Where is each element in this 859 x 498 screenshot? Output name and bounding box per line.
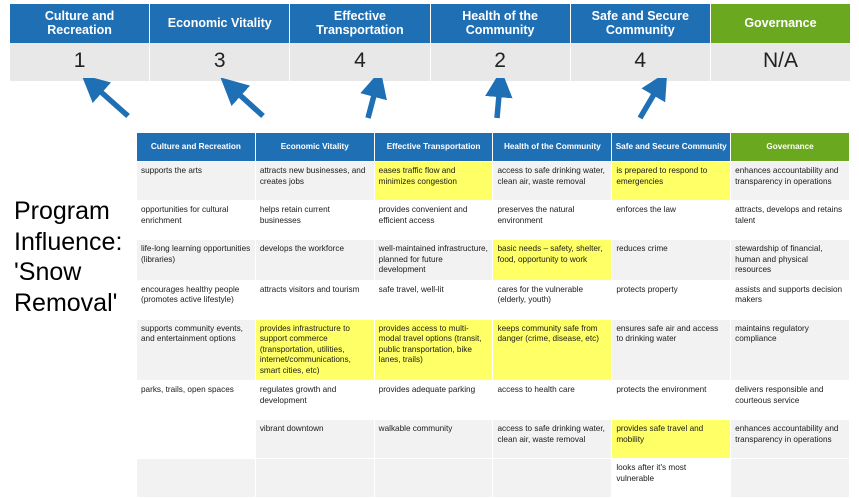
matrix-cell-r5-c2: provides adequate parking [374,381,493,420]
pillar-score-5: N/A [762,48,798,72]
matrix-cell-r3-c2: safe travel, well-lit [374,280,493,319]
arrow-effective-transportation [368,84,377,118]
matrix-row [137,459,850,498]
matrix-row [137,201,850,240]
pillar-score-1: 3 [150,43,290,81]
matrix-cell-r7-c2 [374,459,493,498]
matrix-cell-r3-c1: attracts visitors and tourism [255,280,374,319]
matrix-header-0: Culture and Recreation [137,133,256,162]
matrix-cell-r2-c3: basic needs – safety, shelter, food, opportunity to work [493,240,612,281]
matrix-cell-r6-c5: enhances accountability and transparency in operations [731,420,850,459]
pillar-score-bar [10,4,850,81]
matrix-cell-r4-c3: keeps community safe from danger (crime, disease, etc) [493,319,612,381]
matrix-cell-r6-c1: vibrant downtown [255,420,374,459]
matrix-body [137,162,850,498]
matrix-cell-r4-c2: provides access to multi-modal travel options (transit, public transportation, bike lanes, trails) [374,319,493,381]
matrix-cell-r5-c4: protects the environment [612,381,731,420]
pillar-header-5: Governance [711,4,850,43]
pillar-header-3: Health of the Community [431,4,571,43]
matrix-cell-r7-c1 [255,459,374,498]
pillar-score-4: 4 [571,43,711,81]
matrix-cell-r7-c4: looks after it's most vulnerable [612,459,731,498]
pillar-header-row [10,4,850,43]
matrix-cell-r3-c3: cares for the vulnerable (elderly, youth) [493,280,612,319]
matrix-cell-r0-c4: is prepared to respond to emergencies [612,162,731,201]
matrix-header-row [137,133,850,162]
matrix-cell-r4-c1: provides infrastructure to support commerce (transportation, utilities, internet/communications, smart cities, etc) [255,319,374,381]
matrix-header-1: Economic Vitality [255,133,374,162]
matrix-cell-r5-c3: access to health care [493,381,612,420]
matrix-cell-r1-c1: helps retain current businesses [255,201,374,240]
caption-line-4: Removal' [14,288,118,317]
matrix-header [137,133,850,162]
matrix-header-5: Governance [731,133,850,162]
pillar-score-2: 4 [290,43,430,81]
pillar-header-1: Economic Vitality [150,4,290,43]
caption-line-3: 'Snow [14,258,82,286]
matrix-row [137,240,850,281]
matrix-row [137,280,850,319]
matrix-cell-r4-c0: supports community events, and entertainment options [137,319,256,381]
matrix-cell-r0-c1: attracts new businesses, and creates jobs [255,162,374,201]
arrow-health-community [497,84,500,118]
matrix-cell-r5-c0: parks, trails, open spaces [137,381,256,420]
matrix-cell-r5-c1: regulates growth and development [255,381,374,420]
matrix-cell-r2-c0: life-long learning opportunities (libraries) [137,240,256,281]
matrix-cell-r7-c3 [493,459,612,498]
matrix-row [137,420,850,459]
matrix-cell-r2-c1: develops the workforce [255,240,374,281]
matrix-row [137,381,850,420]
matrix-cell-r1-c5: attracts, develops and retains talent [731,201,850,240]
matrix-cell-r1-c0: opportunities for cultural enrichment [137,201,256,240]
matrix-cell-r7-c5 [731,459,850,498]
caption-line-1: Program [14,197,110,225]
matrix-cell-r5-c5: delivers responsible and courteous service [731,381,850,420]
matrix-header-4: Safe and Secure Community [612,133,731,162]
matrix-cell-r2-c5: stewardship of financial, human and physical resources [731,240,850,281]
matrix-cell-r1-c2: provides convenient and efficient access [374,201,493,240]
pillar-score-3: 2 [431,43,571,81]
arrow-economic-vitality [231,87,263,116]
matrix-cell-r6-c0 [137,420,256,459]
pillar-score-0: 1 [10,43,150,81]
matrix-cell-r3-c0: encourages healthy people (promotes active lifestyle) [137,280,256,319]
matrix-header-2: Effective Transportation [374,133,493,162]
arrow-safe-secure-community [640,84,660,118]
arrow-group [0,78,859,134]
matrix-header-3: Health of the Community [493,133,612,162]
matrix-cell-r6-c3: access to safe drinking water, clean air, waste removal [493,420,612,459]
matrix-cell-r6-c4: provides safe travel and mobility [612,420,731,459]
pillar-header-2: Effective Transportation [290,4,430,43]
matrix-cell-r6-c2: walkable community [374,420,493,459]
pillar-score-row [10,43,850,81]
matrix-cell-r0-c0: supports the arts [137,162,256,201]
matrix-cell-r3-c4: protects property [612,280,731,319]
matrix-cell-r0-c3: access to safe drinking water, clean air, waste removal [493,162,612,201]
matrix-row [137,162,850,201]
matrix-cell-r4-c5: maintains regulatory compliance [731,319,850,381]
matrix-cell-r0-c5: enhances accountability and transparency in operations [731,162,850,201]
matrix-cell-r7-c0 [137,459,256,498]
matrix-cell-r2-c2: well-maintained infrastructure, planned for future development [374,240,493,281]
matrix-row [137,319,850,381]
matrix-cell-r1-c3: preserves the natural environment [493,201,612,240]
influence-matrix [136,132,850,498]
matrix-cell-r2-c4: reduces crime [612,240,731,281]
pillar-header-4: Safe and Secure Community [571,4,711,43]
arrow-culture-recreation [92,84,128,116]
matrix-cell-r3-c5: assists and supports decision makers [731,280,850,319]
pillar-header-0: Culture and Recreation [10,4,150,43]
program-influence-caption [14,196,136,318]
caption-line-2: Influence: [14,227,123,256]
matrix-cell-r1-c4: enforces the law [612,201,731,240]
matrix-cell-r0-c2: eases traffic flow and minimizes congestion [374,162,493,201]
matrix-cell-r4-c4: ensures safe air and access to drinking water [612,319,731,381]
